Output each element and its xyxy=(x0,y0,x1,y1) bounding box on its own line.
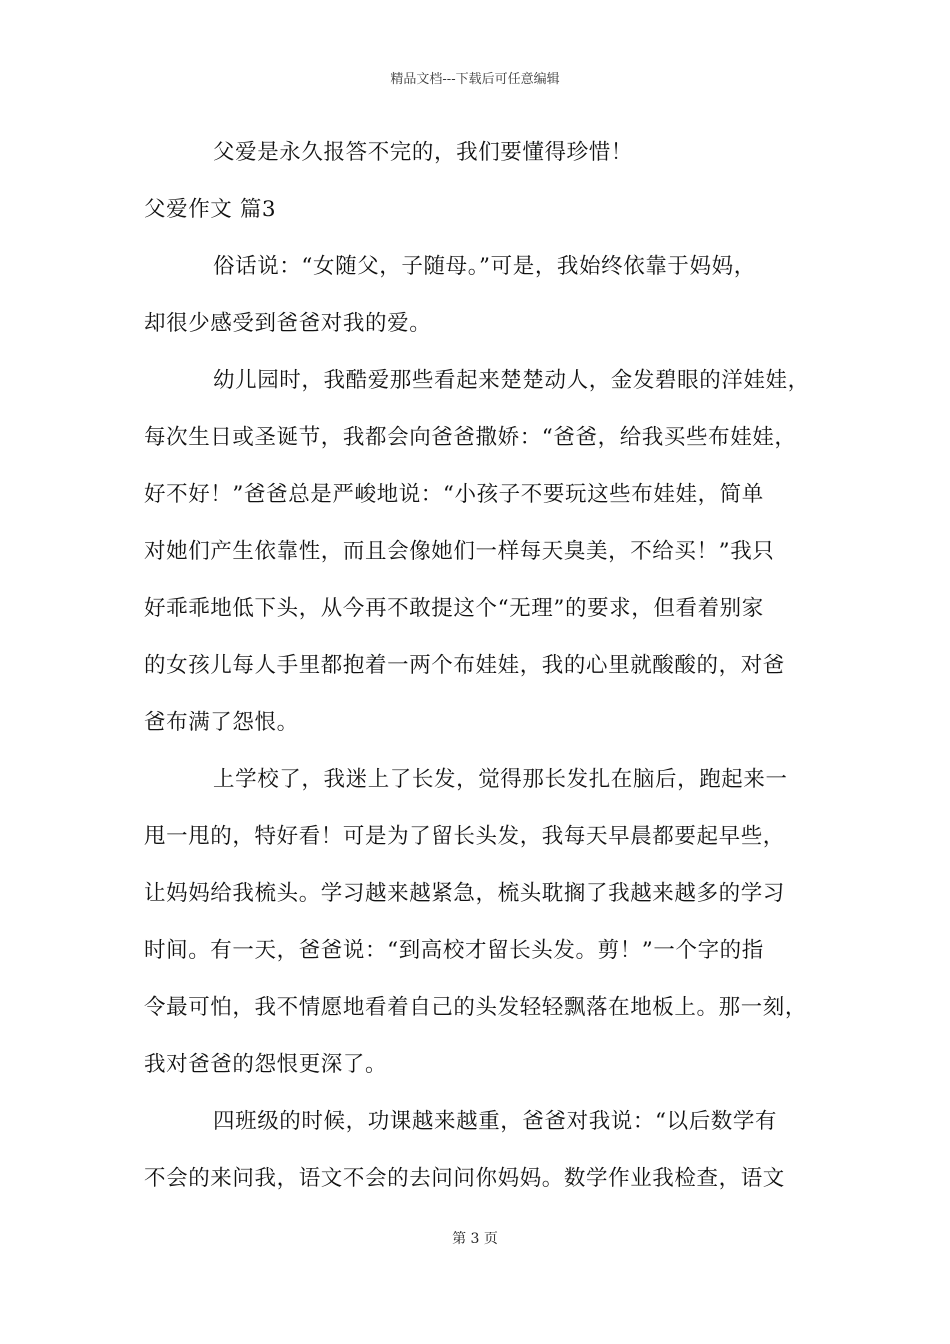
text-line: 我对爸爸的怨恨更深了。 xyxy=(144,1052,388,1077)
text-line: 好不好！”爸爸总是严峻地说：“小孩子不要玩这些布娃娃，简单 xyxy=(144,482,764,507)
text-line: 幼儿园时，我酷爱那些看起来楚楚动人，金发碧眼的洋娃娃， xyxy=(213,368,810,393)
text-line: 甩一甩的，特好看！可是为了留长头发，我每天早晨都要起早些， xyxy=(144,824,785,849)
text-line: 爸布满了怨恨。 xyxy=(144,710,299,735)
document-body xyxy=(144,132,834,1215)
text-line: 令最可怕，我不情愿地看着自己的头发轻轻飘落在地板上。那一刻， xyxy=(144,995,808,1020)
text-line: 父爱是永久报答不完的，我们要懂得珍惜！ xyxy=(213,140,633,165)
text-line: 俗话说：“女随父，子随母。”可是，我始终依靠于妈妈， xyxy=(213,254,756,279)
text-line: 的女孩儿每人手里都抱着一两个布娃娃，我的心里就酸酸的，对爸 xyxy=(144,653,785,678)
page-footer: 第 3 页 xyxy=(452,1231,498,1247)
text-line: 时间。有一天，爸爸说：“到高校才留长头发。剪！”一个字的指 xyxy=(144,938,764,963)
text-line: 上学校了，我迷上了长发，觉得那长发扎在脑后，跑起来一 xyxy=(213,767,788,792)
text-line: 不会的来问我，语文不会的去问问你妈妈。数学作业我检查，语文 xyxy=(144,1166,785,1191)
text-line: 对她们产生依靠性，而且会像她们一样每天臭美，不给买！”我只 xyxy=(144,539,775,564)
text-line: 四班级的时候，功课越来越重，爸爸对我说：“以后数学有 xyxy=(213,1109,778,1134)
page-header: 精品文档---下载后可任意编辑 xyxy=(390,72,560,87)
text-line: 好乖乖地低下头，从今再不敢提这个“无理”的要求，但看着别家 xyxy=(144,596,764,621)
text-line: 让妈妈给我梳头。学习越来越紧急，梳头耽搁了我越来越多的学习 xyxy=(144,881,785,906)
text-line: 父爱作文 篇3 xyxy=(144,197,277,222)
text-line: 却很少感受到爸爸对我的爱。 xyxy=(144,311,432,336)
text-line: 每次生日或圣诞节，我都会向爸爸撒娇：“爸爸，给我买些布娃娃， xyxy=(144,425,797,450)
